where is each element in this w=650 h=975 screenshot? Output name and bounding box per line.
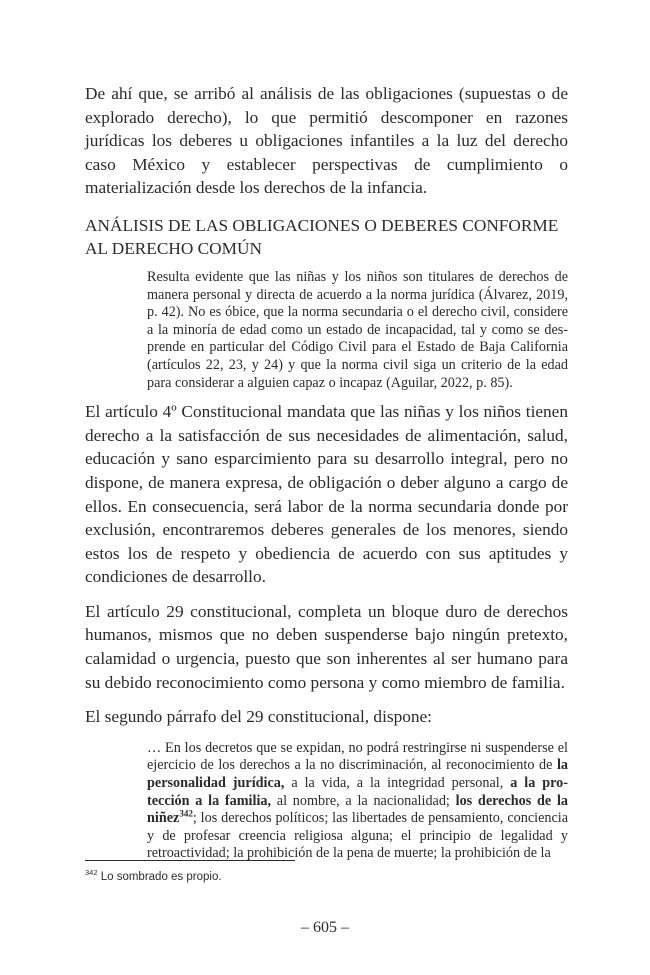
quote2-bold-2: a la protección a la familia,	[147, 775, 568, 809]
block-quote-2	[147, 740, 568, 863]
footnote-text: Lo sombrado es propio.	[97, 871, 222, 883]
quote2-text-3: al nombre, a la nacionalidad;	[271, 792, 456, 809]
paragraph-article-29: El artículo 29 constitucional, completa un bloque duro de derechos humanos, mismos que no deben suspenderse bajo ningún pretexto, calamidad o urgencia, puesto que son inherentes al ser humano para su debido reconocimiento como persona y como miembro de familia.	[85, 601, 568, 692]
paragraph-article-4: El artículo 4º Constitucional mandata que las niñas y los niños tienen derecho a la satisfacción de sus necesidades de alimentación, salud, educación y sano esparcimiento para su desarrollo integral, pero no dispone, de manera expresa, de obligación o deber alguno a cargo de ellos. En consecuencia, será labor de la norma secundaria donde por exclusión, encontraremos deberes generales de los menores, siendo estos los de respeto y obediencia de acuerdo con sus aptitudes y condiciones de desarrollo.	[85, 402, 568, 587]
footnote-number: 342	[85, 868, 98, 878]
quote2-bold-1: la personalidad jurídica,	[147, 757, 568, 792]
quote2-text-4: ; los derechos políticos; las libertades de pensamiento, conciencia y de profesar creencia religiosa alguna; el principio de legalidad y retroactividad; la prohibición de la pena de muerte; la prohibición de la	[147, 810, 568, 862]
block-quote-1: Resulta evidente que las niñas y los niños son titulares de derechos de manera personal y directa de acuerdo a la norma jurídica (Álvarez, 2019, p. 42). No es óbice, que la norma secundaria o el derecho civil, considere a la minoría de edad como un estado de incapacidad, tal y como se desprende en particular del Código Civil para el Estado de Baja California (artículos 22, 23, y 24) y que la norma civil siga un criterio de la edad para considerar a alguien capaz o incapaz (Aguilar, 2022, p. 85).	[147, 268, 568, 391]
paragraph-second-para: El segundo párrafo del 29 constitucional, dispone:	[85, 707, 432, 727]
footnote	[85, 870, 222, 884]
footnote-divider	[85, 860, 295, 861]
quote2-text-1: … En los decretos que se expidan, no podrá restringirse ni suspenderse el ejercicio de los derechos a la no discriminación, al reconocimiento de	[147, 739, 568, 774]
paragraph-intro: De ahí que, se arribó al análisis de las obligaciones (supuestas o de explorado derecho), lo que permitió descomponer en razones jurídicas los deberes u obligaciones infantiles a la luz del derecho caso México y establecer perspectivas de cumplimiento o materialización desde los derechos de la infancia.	[85, 84, 568, 198]
section-heading: ANÁLISIS DE LAS OBLIGACIONES O DEBERES CONFORME AL DERECHO COMÚN	[85, 215, 559, 258]
quote2-bold-3-text: los derechos de la niñez	[147, 792, 568, 827]
page-number: – 605 –	[301, 919, 349, 936]
page-body	[85, 82, 568, 871]
footnote-ref: 342	[179, 808, 193, 819]
quote2-text-2: a la vida, a la integridad personal,	[284, 775, 511, 792]
